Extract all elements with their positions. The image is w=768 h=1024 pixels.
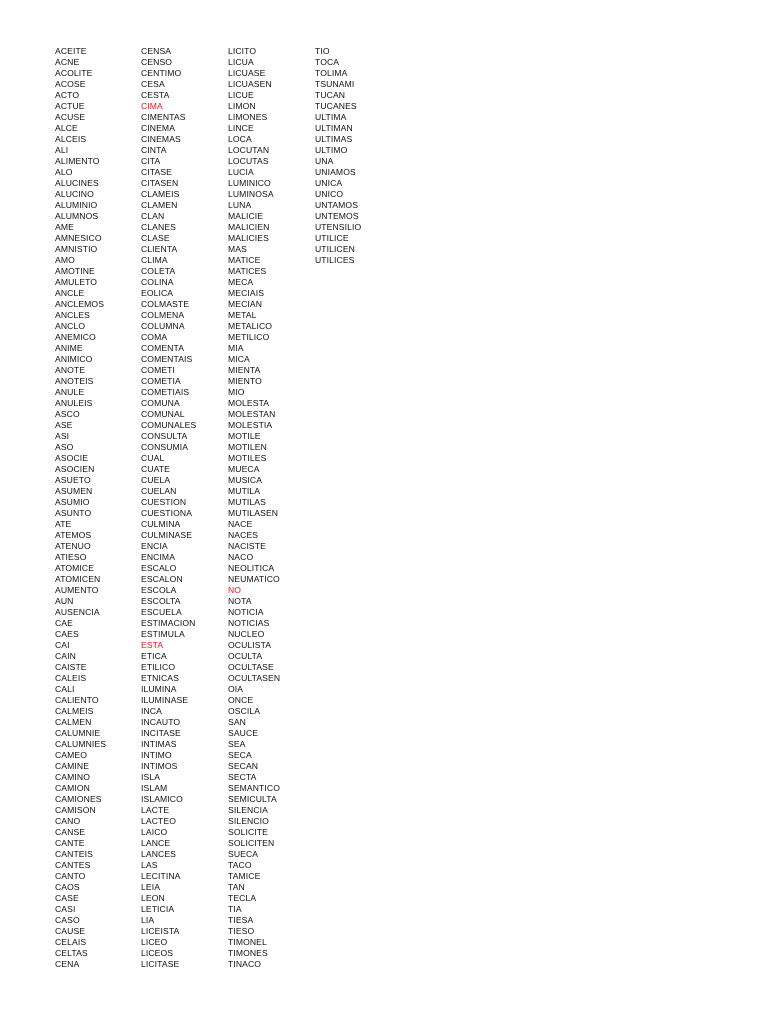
word-item: CALEIS: [55, 673, 87, 683]
word-item: TECLA: [228, 893, 257, 903]
word-item: INCAUTO: [141, 717, 181, 727]
word-item: LACTEO: [141, 816, 176, 826]
word-item: COMUNALES: [141, 420, 197, 430]
word-item: MOTILE: [228, 431, 261, 441]
word-item: EOLICA: [141, 288, 174, 298]
word-item: ALO: [55, 167, 73, 177]
word-item: ILUMINA: [141, 684, 177, 694]
word-item: ESTIMULA: [141, 629, 185, 639]
word-item: TAN: [228, 882, 245, 892]
word-item: UNA: [315, 156, 334, 166]
word-item: ENCIA: [141, 541, 168, 551]
word-item: ISLA: [141, 772, 161, 782]
word-item: ANCLE: [55, 288, 85, 298]
word-item: MIA: [228, 343, 244, 353]
word-item: NEOLITICA: [228, 563, 275, 573]
word-item: OCULTASEN: [228, 673, 281, 683]
word-item: LOCUTAS: [228, 156, 269, 166]
word-item: CLAMEIS: [141, 189, 180, 199]
word-item: SECAN: [228, 761, 259, 771]
word-item: COMUNA: [141, 398, 180, 408]
word-item: CINTA: [141, 145, 167, 155]
word-item: LEON: [141, 893, 165, 903]
word-item: ALCE: [55, 123, 78, 133]
word-item: NACO: [228, 552, 254, 562]
word-item: ESCUELA: [141, 607, 182, 617]
highlighted-word: NO: [228, 585, 242, 595]
word-item: CANTES: [55, 860, 91, 870]
word-item: ACNE: [55, 57, 80, 67]
word-item: LUMINICO: [228, 178, 271, 188]
word-item: UNTAMOS: [315, 200, 359, 210]
word-item: MOLESTIA: [228, 420, 273, 430]
word-item: UNICO: [315, 189, 344, 199]
word-item: LOCUTAN: [228, 145, 270, 155]
word-item: CESTA: [141, 90, 170, 100]
word-item: SAUCE: [228, 728, 259, 738]
word-item: CUESTIONA: [141, 508, 193, 518]
word-item: CONSUMIA: [141, 442, 189, 452]
word-item: CENTIMO: [141, 68, 182, 78]
word-item: CINEMA: [141, 123, 176, 133]
word-item: LIMON: [228, 101, 256, 111]
word-item: CELAIS: [55, 937, 87, 947]
word-item: ASOCIEN: [55, 464, 95, 474]
word-item: ULTIMAN: [315, 123, 353, 133]
word-item: COLUMNA: [141, 321, 185, 331]
word-item: MALICIES: [228, 233, 269, 243]
word-item: CAMEO: [55, 750, 88, 760]
word-item: CAMINO: [55, 772, 90, 782]
word-item: UTILICE: [315, 233, 349, 243]
word-item: ATOMICE: [55, 563, 95, 573]
word-item: CANTEIS: [55, 849, 93, 859]
word-item: NEUMATICO: [228, 574, 280, 584]
word-item: CUATE: [141, 464, 170, 474]
word-item: OCULTASE: [228, 662, 274, 672]
word-item: INCA: [141, 706, 162, 716]
word-item: CONSULTA: [141, 431, 188, 441]
word-item: LUCIA: [228, 167, 254, 177]
word-item: COLETA: [141, 266, 176, 276]
word-item: LAICO: [141, 827, 168, 837]
word-item: ANCLEMOS: [55, 299, 105, 309]
word-item: COMUNAL: [141, 409, 185, 419]
word-item: TACO: [228, 860, 252, 870]
word-item: LICITASE: [141, 959, 180, 969]
word-item: COMENTA: [141, 343, 185, 353]
word-item: CULMINA: [141, 519, 181, 529]
word-column-4: [315, 46, 361, 266]
word-item: COMETI: [141, 365, 176, 375]
word-item: LICUASE: [228, 68, 266, 78]
word-item: UNIAMOS: [315, 167, 356, 177]
word-item: SEA: [228, 739, 246, 749]
word-column-3: [228, 46, 280, 970]
word-item: TIO: [315, 46, 330, 56]
word-item: ALUMINIO: [55, 200, 98, 210]
word-item: TOCA: [315, 57, 340, 67]
word-item: ANIME: [55, 343, 83, 353]
word-item: LEIA: [141, 882, 161, 892]
word-item: CASE: [55, 893, 79, 903]
word-item: ALUMNOS: [55, 211, 99, 221]
word-item: TIA: [228, 904, 242, 914]
word-item: ESCOLTA: [141, 596, 181, 606]
word-item: CLASE: [141, 233, 170, 243]
word-item: UNICA: [315, 178, 343, 188]
word-item: METAL: [228, 310, 257, 320]
word-item: CANTE: [55, 838, 85, 848]
word-item: CALUMNIE: [55, 728, 101, 738]
word-item: SECA: [228, 750, 252, 760]
word-item: MALICIEN: [228, 222, 270, 232]
word-item: ONCE: [228, 695, 254, 705]
highlighted-word: CIMA: [141, 101, 163, 111]
word-item: ESCALON: [141, 574, 183, 584]
word-item: ETNICAS: [141, 673, 179, 683]
word-item: LETICIA: [141, 904, 175, 914]
word-item: UNTEMOS: [315, 211, 359, 221]
word-item: CAIN: [55, 651, 76, 661]
word-item: MUSICA: [228, 475, 263, 485]
word-item: CULMINASE: [141, 530, 193, 540]
word-item: LICUE: [228, 90, 254, 100]
word-item: SEMANTICO: [228, 783, 280, 793]
word-item: ETICA: [141, 651, 167, 661]
word-item: LINCE: [228, 123, 254, 133]
word-item: ATE: [55, 519, 72, 529]
word-item: ALUCINES: [55, 178, 99, 188]
word-item: ILUMINASE: [141, 695, 189, 705]
word-item: COMETIAIS: [141, 387, 190, 397]
word-item: NOTICIAS: [228, 618, 270, 628]
word-item: CLIENTA: [141, 244, 178, 254]
word-item: MUECA: [228, 464, 260, 474]
word-item: ATENUO: [55, 541, 91, 551]
word-item: ANCLES: [55, 310, 90, 320]
word-item: ESCALO: [141, 563, 177, 573]
word-item: ALI: [55, 145, 69, 155]
word-item: ULTIMA: [315, 112, 347, 122]
word-item: AUMENTO: [55, 585, 99, 595]
word-item: CASI: [55, 904, 76, 914]
word-item: ESCOLA: [141, 585, 177, 595]
word-item: MUTILA: [228, 486, 261, 496]
word-item: SOLICITE: [228, 827, 268, 837]
word-item: CITASEN: [141, 178, 179, 188]
word-item: ISLAM: [141, 783, 168, 793]
word-item: AMOTINE: [55, 266, 95, 276]
word-item: MOLESTAN: [228, 409, 276, 419]
word-item: ACTUE: [55, 101, 85, 111]
word-item: TIESO: [228, 926, 255, 936]
word-item: TSUNAMI: [315, 79, 355, 89]
word-item: LUMINOSA: [228, 189, 274, 199]
word-item: CASO: [55, 915, 80, 925]
word-item: CALIENTO: [55, 695, 99, 705]
word-item: MAS: [228, 244, 247, 254]
word-item: ESTIMACION: [141, 618, 196, 628]
word-item: SOLICITEN: [228, 838, 275, 848]
word-item: COLMASTE: [141, 299, 190, 309]
word-item: ASI: [55, 431, 70, 441]
word-item: ACEITE: [55, 46, 87, 56]
word-item: ANULEIS: [55, 398, 93, 408]
word-item: CLANES: [141, 222, 176, 232]
word-item: TUCANES: [315, 101, 357, 111]
word-item: MUTILAS: [228, 497, 266, 507]
word-item: LACTE: [141, 805, 170, 815]
word-item: CAI: [55, 640, 70, 650]
word-item: NUCLEO: [228, 629, 265, 639]
word-item: METILICO: [228, 332, 270, 342]
word-item: ANOTEIS: [55, 376, 94, 386]
word-item: LANCE: [141, 838, 171, 848]
word-item: TOLIMA: [315, 68, 348, 78]
word-item: CUELA: [141, 475, 171, 485]
word-item: CLIMA: [141, 255, 168, 265]
word-item: CALI: [55, 684, 75, 694]
word-item: CITA: [141, 156, 161, 166]
word-item: TUCAN: [315, 90, 346, 100]
word-item: LANCES: [141, 849, 176, 859]
word-item: LICEO: [141, 937, 168, 947]
word-item: LICUA: [228, 57, 254, 67]
word-item: ALCEIS: [55, 134, 87, 144]
word-item: CANTO: [55, 871, 86, 881]
word-item: OIA: [228, 684, 244, 694]
word-item: CLAN: [141, 211, 165, 221]
word-item: ANCLO: [55, 321, 86, 331]
word-item: INTIMOS: [141, 761, 178, 771]
word-column-2: [141, 46, 196, 970]
word-item: OSCILA: [228, 706, 261, 716]
word-item: TIMONES: [228, 948, 268, 958]
word-item: TINACO: [228, 959, 262, 969]
word-item: ASO: [55, 442, 74, 452]
word-item: CELTAS: [55, 948, 88, 958]
word-item: MECA: [228, 277, 254, 287]
word-item: CENSO: [141, 57, 173, 67]
word-item: ACUSE: [55, 112, 86, 122]
word-item: ANIMICO: [55, 354, 93, 364]
word-item: COMA: [141, 332, 168, 342]
word-item: LIA: [141, 915, 155, 925]
word-item: NACISTE: [228, 541, 266, 551]
word-item: LAS: [141, 860, 158, 870]
word-item: NOTICIA: [228, 607, 264, 617]
word-item: ULTIMO: [315, 145, 348, 155]
word-item: ACOSE: [55, 79, 86, 89]
word-item: CANO: [55, 816, 81, 826]
word-item: INCITASE: [141, 728, 181, 738]
word-item: MIENTO: [228, 376, 262, 386]
word-item: UTILICEN: [315, 244, 355, 254]
word-item: ANOTE: [55, 365, 86, 375]
word-item: MIO: [228, 387, 245, 397]
word-item: CAOS: [55, 882, 80, 892]
word-item: CUAL: [141, 453, 165, 463]
word-item: CAUSE: [55, 926, 86, 936]
word-item: METALICO: [228, 321, 273, 331]
word-item: MECIAIS: [228, 288, 265, 298]
word-item: INTIMO: [141, 750, 172, 760]
word-item: INTIMAS: [141, 739, 177, 749]
word-item: ASUMIO: [55, 497, 90, 507]
word-item: LIMONES: [228, 112, 268, 122]
word-item: CANSE: [55, 827, 86, 837]
word-item: LICEOS: [141, 948, 174, 958]
word-item: ALUCINO: [55, 189, 94, 199]
word-item: MATICES: [228, 266, 267, 276]
word-item: CINEMAS: [141, 134, 181, 144]
word-item: ATOMICEN: [55, 574, 101, 584]
word-item: NACES: [228, 530, 259, 540]
word-item: COLMENA: [141, 310, 185, 320]
word-item: AMO: [55, 255, 75, 265]
word-item: SUECA: [228, 849, 259, 859]
word-item: CAISTE: [55, 662, 87, 672]
word-item: TAMICE: [228, 871, 261, 881]
word-item: AMNISTIO: [55, 244, 98, 254]
highlighted-word: ESTA: [141, 640, 164, 650]
word-item: ENCIMA: [141, 552, 176, 562]
word-item: AUSENCIA: [55, 607, 100, 617]
word-item: ASCO: [55, 409, 80, 419]
word-item: OCULTA: [228, 651, 263, 661]
word-item: ISLAMICO: [141, 794, 183, 804]
word-item: COLINA: [141, 277, 174, 287]
word-item: ASUETO: [55, 475, 91, 485]
word-item: OCULISTA: [228, 640, 272, 650]
word-item: CAMISON: [55, 805, 96, 815]
word-item: LUNA: [228, 200, 252, 210]
word-item: UTENSILIO: [315, 222, 362, 232]
word-item: LICITO: [228, 46, 257, 56]
word-item: ETILICO: [141, 662, 176, 672]
word-item: CAE: [55, 618, 73, 628]
word-item: CLAMEN: [141, 200, 178, 210]
word-item: MECIAN: [228, 299, 263, 309]
word-item: CAES: [55, 629, 79, 639]
word-item: ACOLITE: [55, 68, 93, 78]
word-item: MOTILEN: [228, 442, 267, 452]
word-item: MUTILASEN: [228, 508, 279, 518]
word-item: SILENCIA: [228, 805, 268, 815]
word-item: CUELAN: [141, 486, 177, 496]
word-item: ASE: [55, 420, 73, 430]
word-item: CIMENTAS: [141, 112, 186, 122]
word-item: ULTIMAS: [315, 134, 353, 144]
word-item: SILENCIO: [228, 816, 269, 826]
word-item: ASUMEN: [55, 486, 93, 496]
word-item: LICEISTA: [141, 926, 180, 936]
word-item: UTILICES: [315, 255, 355, 265]
word-item: SECTA: [228, 772, 257, 782]
word-item: CAMION: [55, 783, 90, 793]
word-item: TIMONEL: [228, 937, 267, 947]
word-item: ANULE: [55, 387, 85, 397]
word-item: MOLESTA: [228, 398, 270, 408]
word-item: CAMINE: [55, 761, 90, 771]
word-item: SAN: [228, 717, 246, 727]
word-item: ALIMENTO: [55, 156, 100, 166]
word-item: MALICIE: [228, 211, 264, 221]
word-item: CALUMNIES: [55, 739, 107, 749]
word-item: AUN: [55, 596, 74, 606]
word-item: ATIESO: [55, 552, 87, 562]
word-item: TIESA: [228, 915, 254, 925]
word-item: CENSA: [141, 46, 172, 56]
word-item: CALMEIS: [55, 706, 94, 716]
word-item: SEMICULTA: [228, 794, 277, 804]
word-item: CAMIONES: [55, 794, 102, 804]
word-item: COMENTAIS: [141, 354, 193, 364]
word-item: LOCA: [228, 134, 252, 144]
word-item: MOTILES: [228, 453, 267, 463]
word-item: CITASE: [141, 167, 173, 177]
word-item: ATEMOS: [55, 530, 92, 540]
word-item: LECITINA: [141, 871, 181, 881]
word-item: CESA: [141, 79, 165, 89]
word-item: CALMEN: [55, 717, 92, 727]
word-item: NACE: [228, 519, 253, 529]
word-column-1: [55, 46, 106, 970]
word-item: MICA: [228, 354, 250, 364]
word-item: CUESTION: [141, 497, 187, 507]
word-item: ASUNTO: [55, 508, 92, 518]
word-item: CENA: [55, 959, 80, 969]
word-item: COMETIA: [141, 376, 181, 386]
word-item: LICUASEN: [228, 79, 272, 89]
word-item: AME: [55, 222, 74, 232]
word-item: NOTA: [228, 596, 252, 606]
word-item: MIENTA: [228, 365, 261, 375]
word-item: ANEMICO: [55, 332, 96, 342]
word-item: AMULETO: [55, 277, 98, 287]
word-item: ASOCIE: [55, 453, 89, 463]
word-item: ACTO: [55, 90, 80, 100]
word-item: AMNESICO: [55, 233, 102, 243]
word-item: MATICE: [228, 255, 261, 265]
